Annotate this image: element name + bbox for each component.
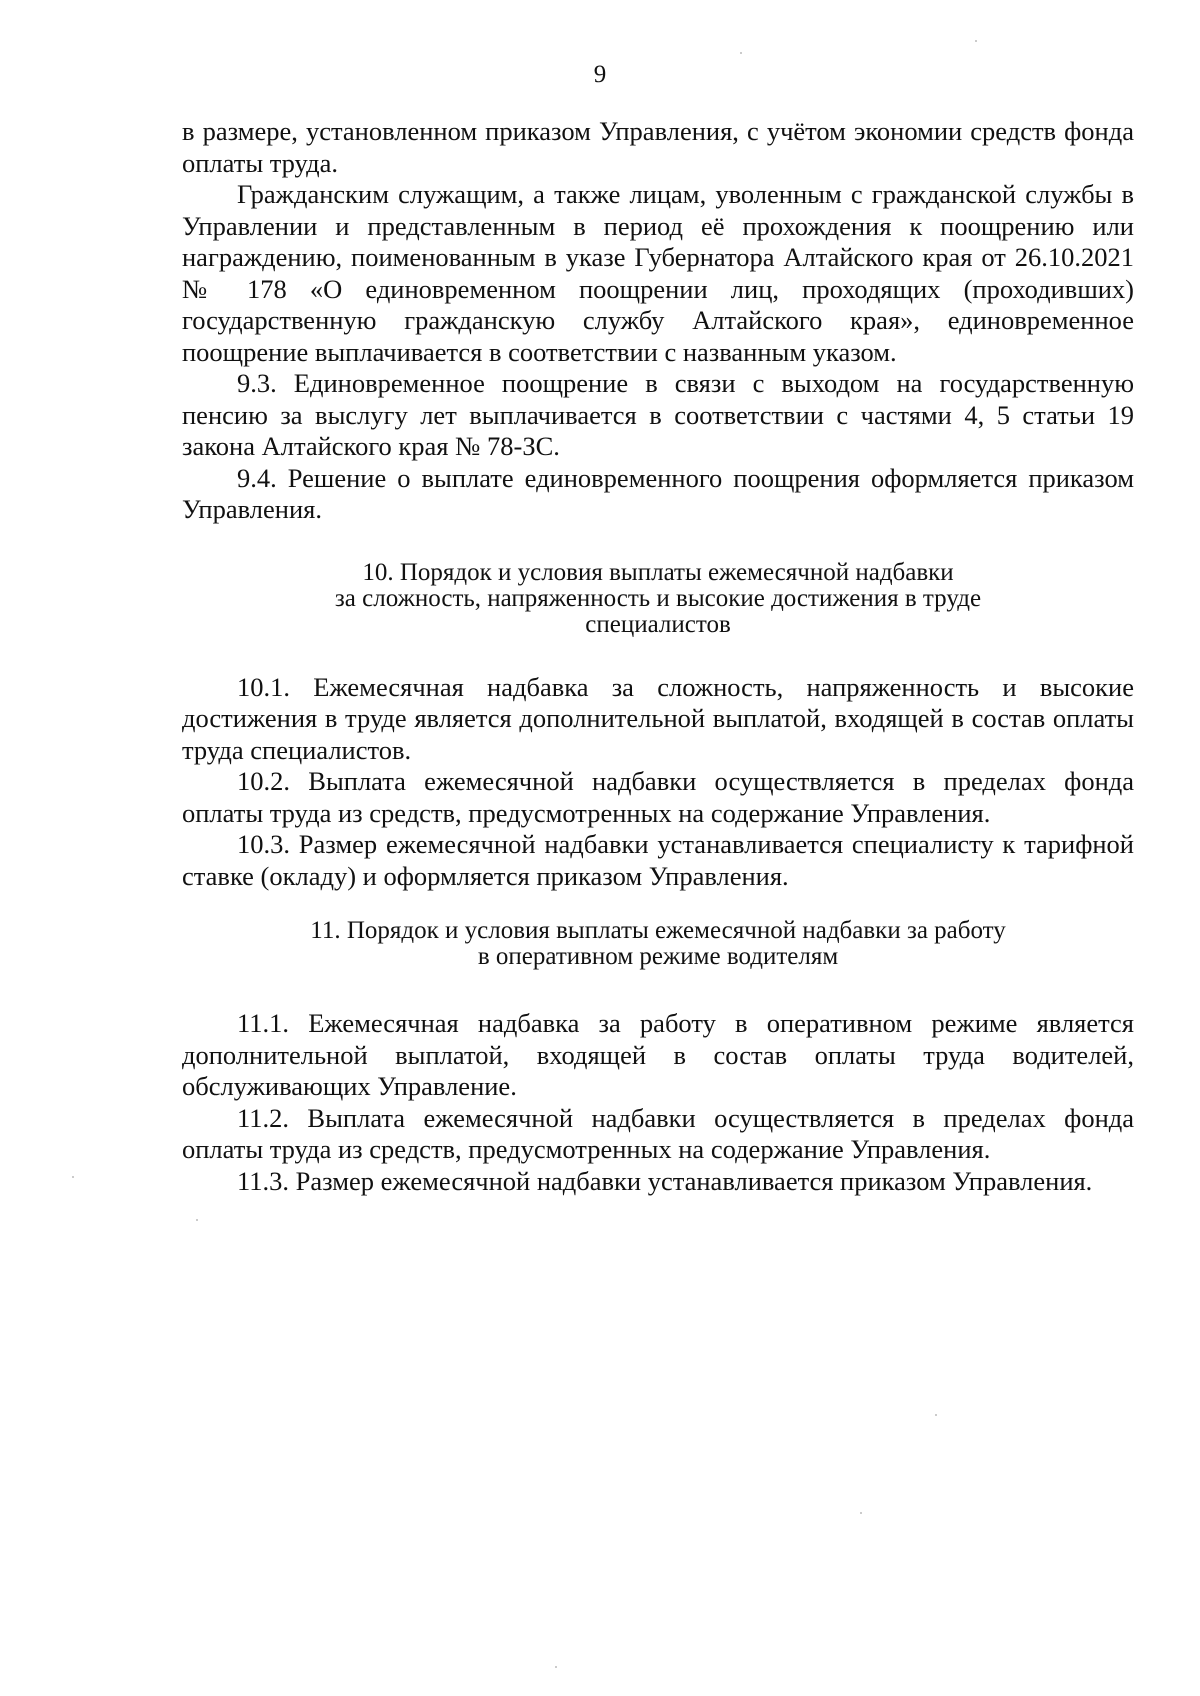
section-10-heading xyxy=(182,560,1134,638)
scan-speck xyxy=(555,1666,557,1668)
scan-speck xyxy=(935,1414,937,1416)
paragraph-9-3: 9.3. Единовременное поощрение в связи с выходом на государственную пенсию за выслугу лет выплачивается в соответствии с частями 4, 5 статьи 19 закона Алтайского края № 78-ЗС. xyxy=(182,368,1134,461)
section-11-heading xyxy=(182,918,1134,970)
section-10-heading-line: за сложность, напряженность и высокие достижения в труде xyxy=(334,584,982,612)
section-10-heading-line: специалистов xyxy=(585,610,731,638)
scan-speck xyxy=(975,40,977,42)
paragraph-10-3: 10.3. Размер ежемесячной надбавки устанавливается специалисту к тарифной ставке (окладу) и оформляется приказом Управления. xyxy=(182,829,1134,891)
paragraph-9-4: 9.4. Решение о выплате единовременного поощрения оформляется приказом Управления. xyxy=(182,462,1134,524)
paragraph-11-2: 11.2. Выплата ежемесячной надбавки осуществляется в пределах фонда оплаты труда из средств, предусмотренных на содержание Управления. xyxy=(182,1102,1134,1164)
paragraph-continuation: в размере, установленном приказом Управления, с учётом экономии средств фонда оплаты труда. xyxy=(182,116,1134,178)
scan-speck xyxy=(72,1176,74,1178)
paragraph-10-2: 10.2. Выплата ежемесячной надбавки осуществляется в пределах фонда оплаты труда из средств, предусмотренных на содержание Управления. xyxy=(182,766,1134,828)
document-body xyxy=(182,116,1134,1197)
paragraph-11-3: 11.3. Размер ежемесячной надбавки устанавливается приказом Управления. xyxy=(237,1165,1093,1196)
scan-speck xyxy=(740,52,742,54)
paragraph-11-1: 11.1. Ежемесячная надбавка за работу в оперативном режиме является дополнительной выплатой, входящей в состав оплаты труда водителей, обслуживающих Управление. xyxy=(182,1008,1134,1101)
paragraph-10-1: 10.1. Ежемесячная надбавка за сложность, напряженность и высокие достижения в труде является дополнительной выплатой, входящей в состав оплаты труда специалистов. xyxy=(182,671,1134,765)
section-11-heading-line: в оперативном режиме водителям xyxy=(477,943,839,970)
scan-speck xyxy=(196,1219,198,1221)
section-11-heading-line: 11. Порядок и условия выплаты ежемесячной надбавки за работу xyxy=(310,917,1006,944)
paragraph-civil-servants: Гражданским служащим, а также лицам, уволенным с гражданской службы в Управлении и представленным в период её прохождения к поощрению или награждению, поименованным в указе Губернатора Алтайского края от 26.10.2021 № 178 «О единовременном поощрении лиц, проходящих (проходивших) государственную гражданскую службу Алтайского края», единовременное поощрение выплачивается в соответствии с названным указом. xyxy=(182,179,1134,367)
page-number: 9 xyxy=(593,61,607,88)
scan-speck xyxy=(860,1512,862,1514)
section-10-heading-line: 10. Порядок и условия выплаты ежемесячной надбавки xyxy=(362,558,954,586)
